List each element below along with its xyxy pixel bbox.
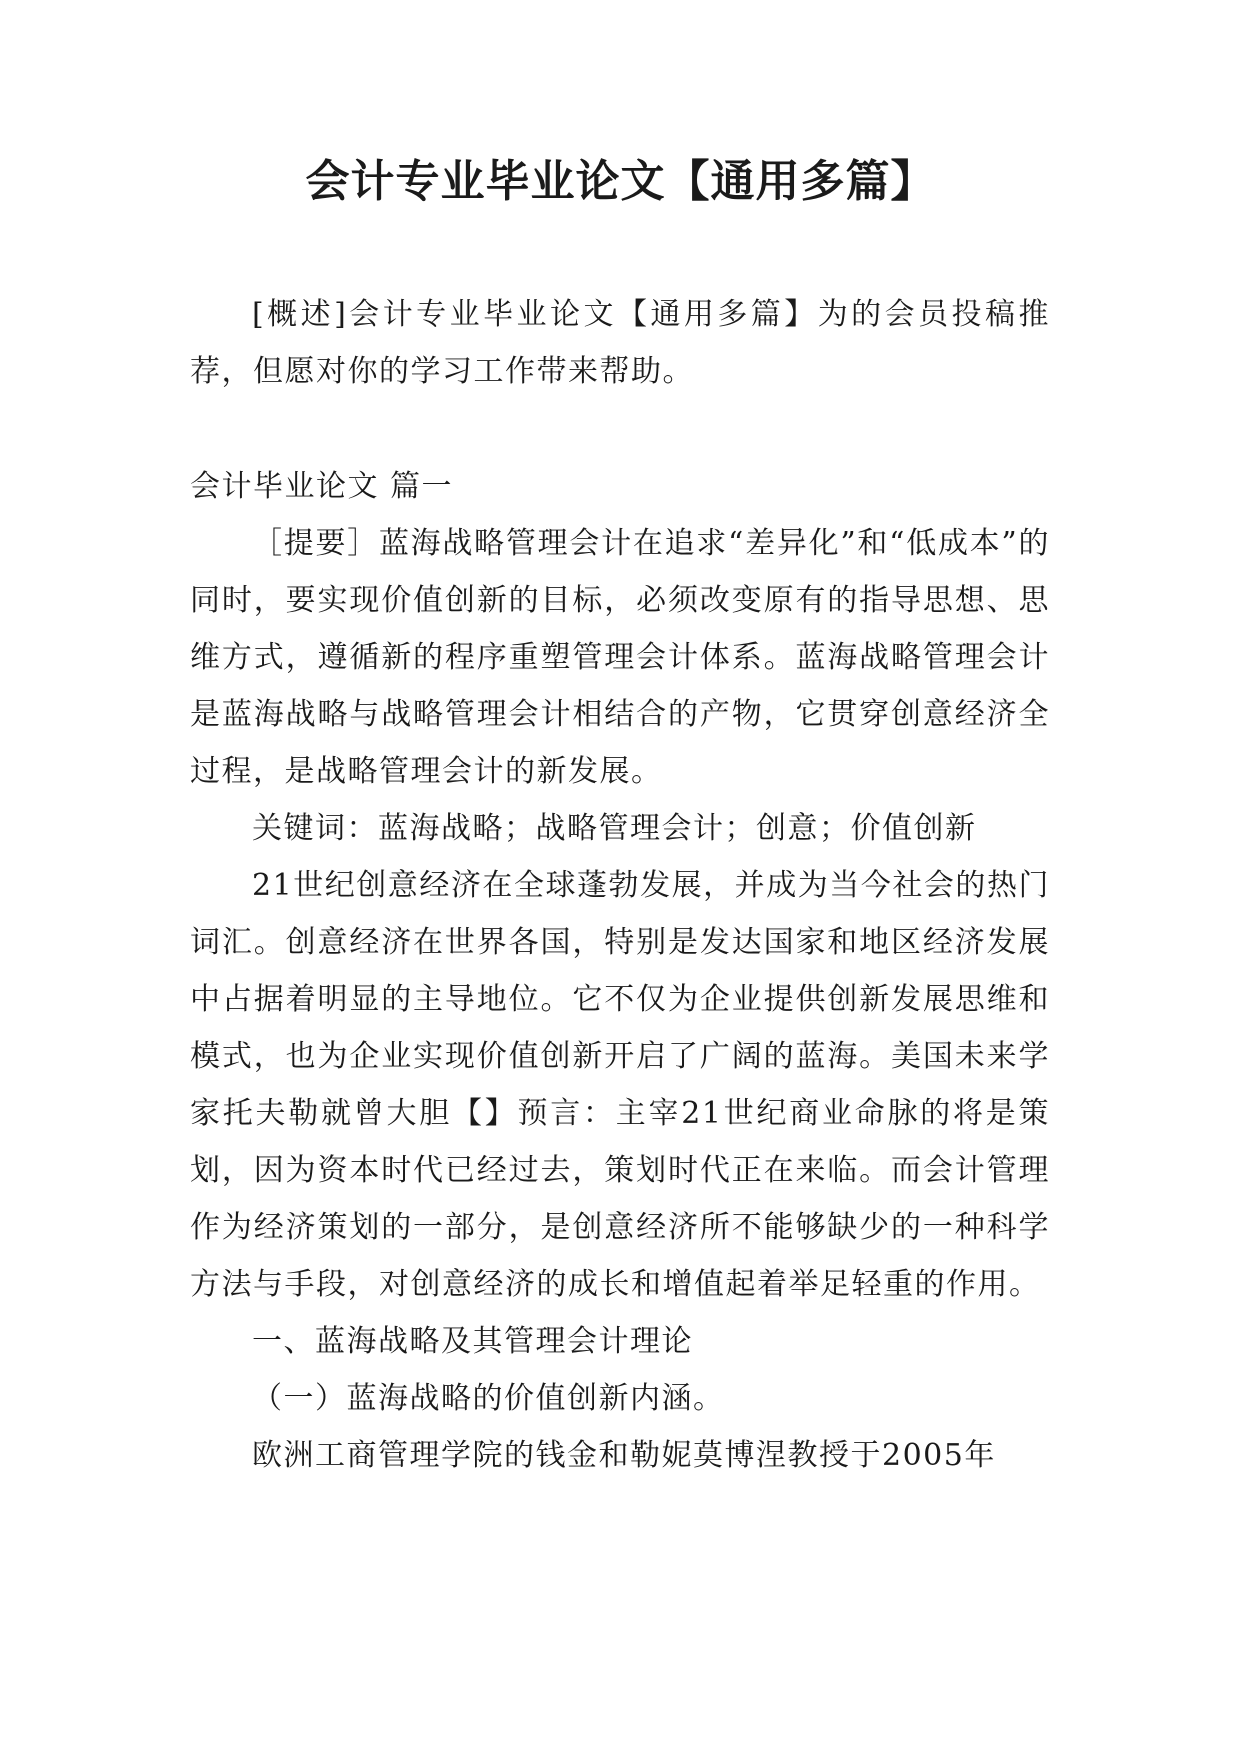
subheading: 一、蓝海战略及其管理会计理论 [252,1324,693,1359]
document-title: 会计专业毕业论文【通用多篇】 [305,156,936,207]
summary-paragraph: [概述]会计专业毕业论文【通用多篇】为的会员投稿推荐，但愿对你的学习工作带来帮助。 [190,297,1050,389]
abstract-paragraph: ［提要］蓝海战略管理会计在追求“差异化”和“低成本”的同时，要实现价值创新的目标，必须改变原有的指导思想、思维方式，遵循新的程序重塑管理会计体系。蓝海战略管理会计是蓝海战略与战略管理会计相结合的产物，它贯穿创意经济全过程，是战略管理会计的新发展。 [190,526,1050,789]
body-paragraph: 欧洲工商管理学院的钱金和勒妮莫博涅教授于2005年 [252,1438,996,1473]
subsubheading: （一）蓝海战略的价值创新内涵。 [252,1381,725,1416]
keywords-paragraph: 关键词：蓝海战略；战略管理会计；创意；价值创新 [252,811,977,846]
section-heading: 会计毕业论文 篇一 [190,469,454,504]
document-body [190,286,1050,1484]
body-paragraph: 21世纪创意经济在全球蓬勃发展，并成为当今社会的热门词汇。创意经济在世界各国，特别是发达国家和地区经济发展中占据着明显的主导地位。它不仅为企业提供创新发展思维和模式，也为企业实现价值创新开启了广阔的蓝海。美国未来学家托夫勒就曾大胆【】预言：主宰21世纪商业命脉的将是策划，因为资本时代已经过去，策划时代正在来临。而会计管理作为经济策划的一部分，是创意经济所不能够缺少的一种科学方法与手段，对创意经济的成长和增值起着举足轻重的作用。 [190,868,1050,1302]
